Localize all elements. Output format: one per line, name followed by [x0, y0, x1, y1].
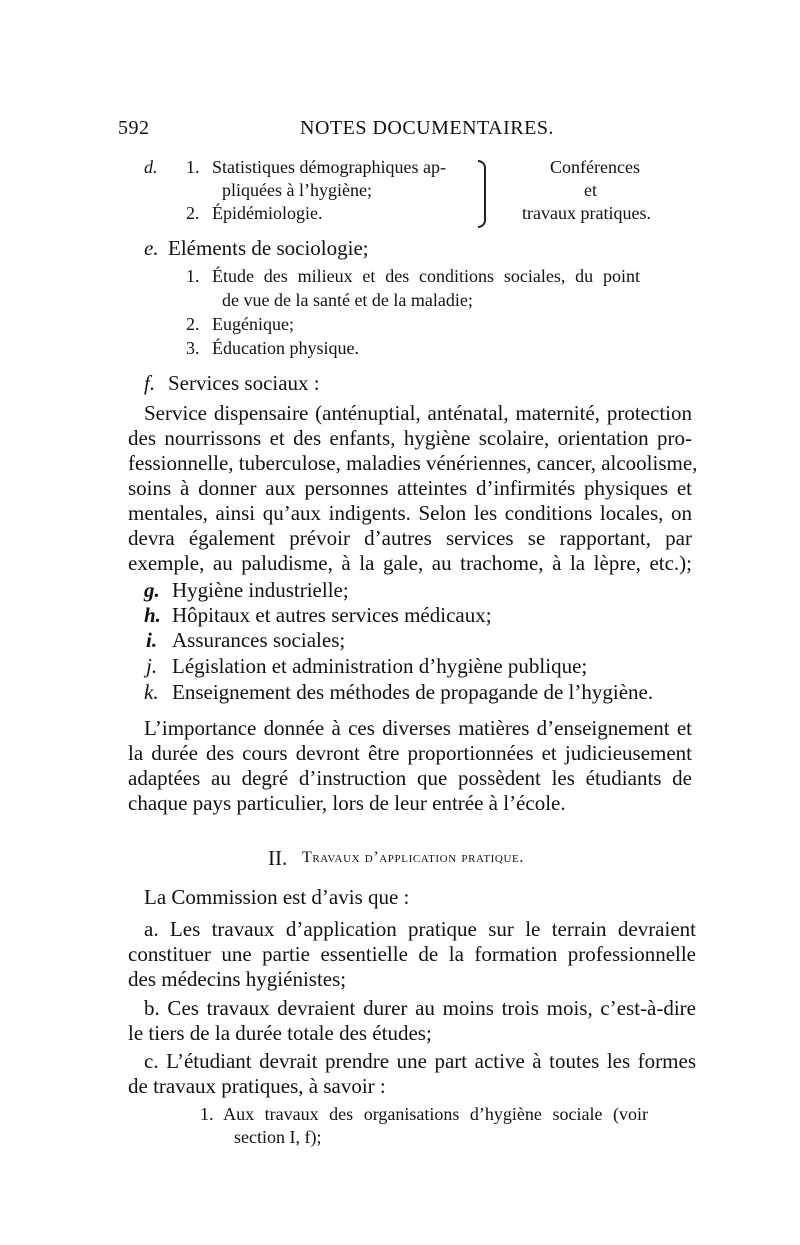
item-i-text: Assurances sociales;	[172, 628, 346, 652]
section-f-line: devra également prévoir d’autres services se rapportant, par	[128, 526, 692, 550]
section-f-line: des nourrissons et des enfants, hygiène scolaire, orientation pro-	[128, 426, 692, 450]
importance-line: L’importance donnée à ces diverses matières d’enseignement et	[144, 716, 692, 740]
importance-line: chaque pays particulier, lors de leur entrée à l’école.	[128, 791, 566, 815]
page-number: 592	[118, 117, 150, 139]
section-e-item1-line1: Étude des milieux et des conditions sociales, du point	[212, 266, 640, 286]
section-f-letter: f.	[144, 371, 156, 395]
section-e-item1-num: 1.	[186, 266, 200, 286]
section-d-item1-line1: Statistiques démographiques ap-	[212, 157, 446, 177]
item-i-letter: i.	[146, 628, 158, 652]
section-d-side-line1: Conférences	[550, 157, 640, 177]
section-d-letter: d.	[144, 157, 158, 177]
section-d-item2: Épidémiologie.	[212, 203, 323, 223]
section-e-item2-num: 2.	[186, 314, 200, 334]
commission-c-line1: c. L’étudiant devrait prendre une part active à toutes les formes	[144, 1049, 696, 1073]
brace-divider	[478, 160, 486, 228]
commission-a-line3: des médecins hygiénistes;	[128, 967, 347, 991]
section-e-item3: Éducation physique.	[212, 338, 359, 358]
section-f-line: Service dispensaire (anténuptial, anténatal, maternité, protection	[144, 401, 692, 425]
item-h-letter: h.	[144, 603, 161, 627]
section-e-title: Eléments de sociologie;	[168, 236, 369, 260]
item-h-text: Hôpitaux et autres services médicaux;	[172, 603, 492, 627]
commission-intro: La Commission est d’avis que :	[144, 885, 410, 909]
item-k-letter: k.	[144, 680, 159, 704]
item-j-text: Législation et administration d’hygiène publique;	[172, 654, 588, 678]
commission-a-line2: constituer une partie essentielle de la formation professionnelle	[128, 942, 696, 966]
section-ii-numeral: II.	[268, 846, 288, 870]
commission-sub1-line2: section I, f);	[234, 1127, 322, 1147]
section-d-side-line2: et	[584, 180, 597, 200]
item-j-letter: j.	[146, 654, 158, 678]
item-k-text: Enseignement des méthodes de propagande de l’hygiène.	[172, 680, 654, 704]
section-e-item2: Eugénique;	[212, 314, 294, 334]
section-d-side-line3: travaux pratiques.	[522, 203, 651, 223]
item-g-text: Hygiène industrielle;	[172, 578, 349, 602]
section-f-line: exemple, au paludisme, à la gale, au trachome, à la lèpre, etc.);	[128, 551, 692, 575]
section-e-item3-num: 3.	[186, 338, 200, 358]
section-f-line: fessionnelle, tuberculose, maladies vénériennes, cancer, alcoolisme,	[128, 451, 698, 475]
importance-line: adaptées au degré d’instruction que possèdent les étudiants de	[128, 766, 692, 790]
commission-c-line2: de travaux pratiques, à savoir :	[128, 1074, 386, 1098]
section-e-item1-line2: de vue de la santé et de la maladie;	[222, 290, 473, 310]
commission-sub1-line1: 1. Aux travaux des organisations d’hygiène sociale (voir	[200, 1104, 648, 1124]
section-d-item2-num: 2.	[186, 203, 200, 223]
section-f-line: soins à donner aux personnes atteintes d’infirmités physiques et	[128, 476, 692, 500]
importance-line: la durée des cours devront être proportionnées et judicieusement	[128, 741, 692, 765]
section-f-line: mentales, ainsi qu’aux indigents. Selon les conditions locales, on	[128, 501, 692, 525]
item-g-letter: g.	[144, 578, 160, 602]
section-d-item1-line2: pliquées à l’hygiène;	[222, 180, 372, 200]
section-f-title: Services sociaux :	[168, 371, 320, 395]
section-ii-title: Travaux d’application pratique.	[302, 849, 524, 866]
commission-b-line2: le tiers de la durée totale des études;	[128, 1021, 432, 1045]
commission-a-line1: a. Les travaux d’application pratique sur le terrain devraient	[144, 917, 696, 941]
section-d-item1-num: 1.	[186, 157, 200, 177]
commission-b-line1: b. Ces travaux devraient durer au moins trois mois, c’est-à-dire	[144, 996, 696, 1020]
running-title: NOTES DOCUMENTAIRES.	[300, 117, 554, 139]
section-e-letter: e.	[144, 236, 159, 260]
